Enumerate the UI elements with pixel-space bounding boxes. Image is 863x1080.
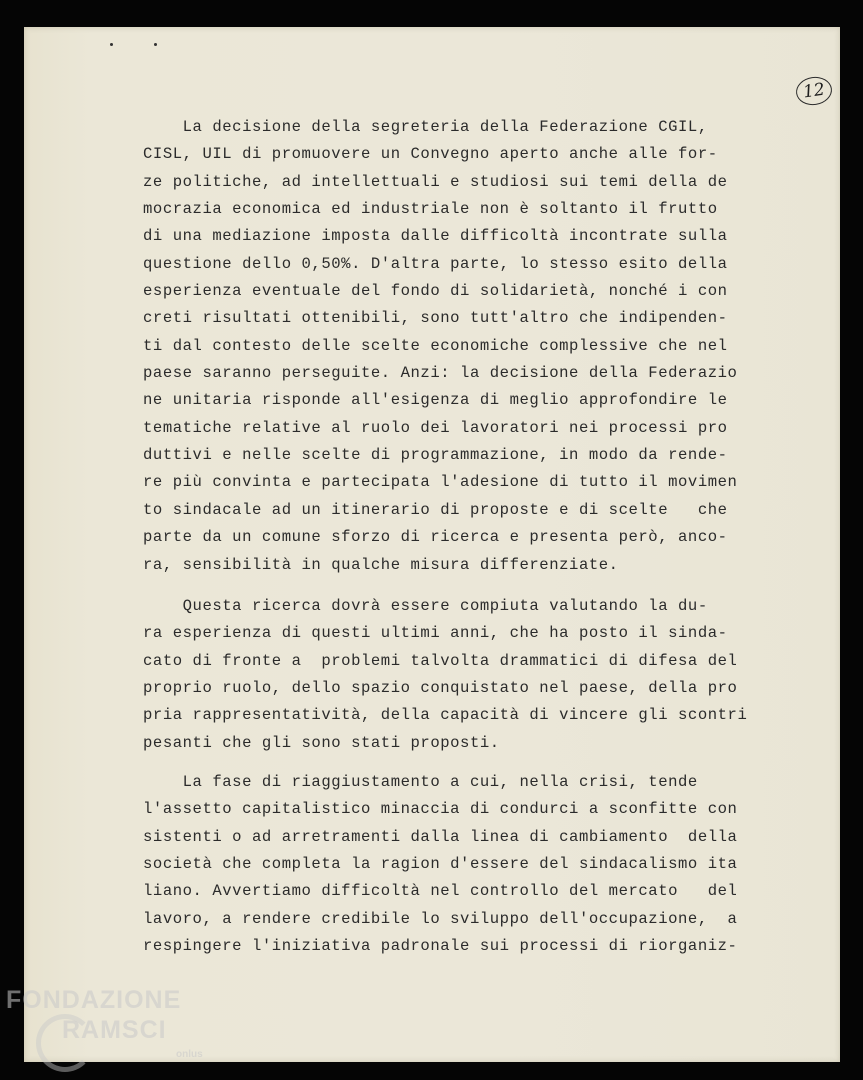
ink-speck [154, 43, 157, 46]
text-line: parte da un comune sforzo di ricerca e presenta però, anco- [143, 528, 728, 547]
text-line: ti dal contesto delle scelte economiche complessive che nel [143, 336, 728, 355]
text-line: ra, sensibilità in qualche misura differenziate. [143, 555, 619, 574]
text-line: La decisione della segreteria della Federazione CGIL, [143, 118, 708, 136]
watermark-suffix: onlus [176, 1049, 203, 1060]
paragraph-1 [143, 114, 738, 579]
archive-watermark [6, 986, 246, 1076]
paragraph-3 [143, 769, 738, 960]
text-line: società che completa la ragion d'essere del sindacalismo ita [143, 855, 738, 874]
text-line: ne unitaria risponde all'esigenza di meglio approfondire le [143, 391, 728, 410]
text-line: l'assetto capitalistico minaccia di condurci a sconfitte con [143, 800, 738, 819]
text-line: mocrazia economica ed industriale non è soltanto il frutto [143, 200, 718, 219]
text-line: tematiche relative al ruolo dei lavoratori nei processi pro [143, 418, 728, 437]
text-line: ze politiche, ad intellettuali e studiosi sui temi della de [143, 172, 728, 191]
paragraph-2 [143, 593, 748, 757]
text-line: La fase di riaggiustamento a cui, nella crisi, tende [143, 773, 698, 791]
text-line: re più convinta e partecipata l'adesione di tutto il movimen [143, 473, 738, 492]
watermark-line-1: FONDAZIONE [6, 986, 182, 1014]
text-line: questione dello 0,50%. D'altra parte, lo stesso esito della [143, 254, 728, 273]
text-line: liano. Avvertiamo difficoltà nel controllo del mercato del [143, 882, 738, 901]
text-line: duttivi e nelle scelte di programmazione, in modo da rende- [143, 446, 728, 465]
text-line: pesanti che gli sono stati proposti. [143, 733, 500, 752]
ink-speck [110, 43, 113, 46]
text-line: creti risultati ottenibili, sono tutt'altro che indipenden- [143, 309, 728, 328]
text-line: esperienza eventuale del fondo di solidarietà, nonché i con [143, 282, 728, 301]
text-line: CISL, UIL di promuovere un Convegno aperto anche alle for- [143, 145, 718, 164]
document-page [24, 27, 840, 1062]
page-number: 12 [794, 75, 834, 108]
text-line: paese saranno perseguite. Anzi: la decisione della Federazio [143, 364, 738, 383]
text-line: pria rappresentatività, della capacità di vincere gli scontri [143, 706, 748, 725]
text-line: respingere l'iniziativa padronale sui processi di riorganiz- [143, 937, 738, 956]
text-line: Questa ricerca dovrà essere compiuta valutando la du- [143, 597, 708, 615]
text-line: di una mediazione imposta dalle difficoltà incontrate sulla [143, 227, 728, 246]
watermark-line-2: RAMSCI [62, 1016, 167, 1044]
text-line: proprio ruolo, dello spazio conquistato nel paese, della pro [143, 679, 738, 698]
text-line: sistenti o ad arretramenti dalla linea di cambiamento della [143, 827, 738, 846]
text-line: ra esperienza di questi ultimi anni, che ha posto il sinda- [143, 624, 728, 643]
text-line: lavoro, a rendere credibile lo sviluppo dell'occupazione, a [143, 909, 738, 928]
text-line: cato di fronte a problemi talvolta drammatici di difesa del [143, 651, 738, 670]
text-line: to sindacale ad un itinerario di proposte e di scelte che [143, 500, 728, 519]
